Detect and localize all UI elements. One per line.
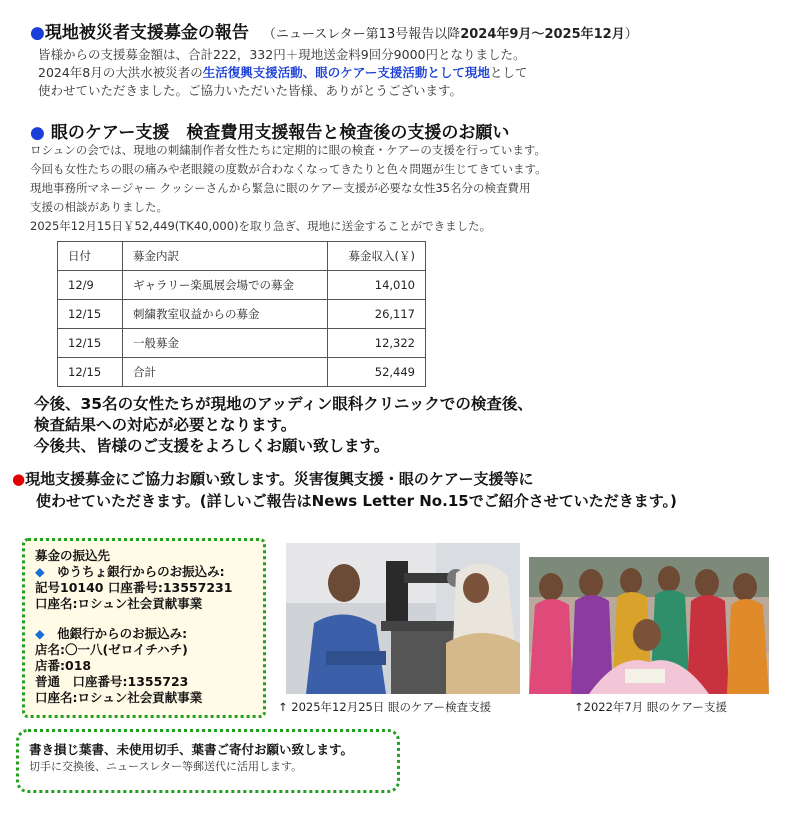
table-header-row <box>58 242 426 271</box>
table-cell: 刺繍教室収益からの募金 <box>123 300 328 329</box>
bank-transfer-box <box>22 538 266 718</box>
diamond-icon: ◆ <box>35 564 45 579</box>
group-photo <box>529 557 769 694</box>
followup-text <box>34 394 533 457</box>
postcard-notice-box <box>16 729 400 793</box>
section2-line: 2025年12月15日￥52,449(TK40,000)を取り急ぎ、現地に送金することができました。 <box>30 219 492 233</box>
followup-line: 検査結果への対応が必要となります。 <box>34 416 297 434</box>
table-cell: 52,449 <box>328 358 426 387</box>
section2-line: ロシュンの会では、現地の刺繍制作者女性たちに定期的に眼の検査・ケアーの支援を行っています。 <box>30 143 546 157</box>
section2-heading <box>30 118 509 143</box>
yucho-name: 口座名:ロシュン社会貢献事業 <box>35 596 203 611</box>
table-row <box>58 358 426 387</box>
table-cell: 14,010 <box>328 271 426 300</box>
table-header-cell: 募金内訳 <box>123 242 328 271</box>
other-bank-account: 普通 口座番号:1355723 <box>35 674 189 689</box>
photo1-caption: ↑ 2025年12月25日 眼のケアー検査支援 <box>278 700 492 714</box>
table-header-cell: 日付 <box>58 242 123 271</box>
appeal-text <box>12 468 677 512</box>
diamond-icon: ◆ <box>35 626 45 641</box>
section2-title: 眼のケアー支援 検査費用支援報告と検査後の支援のお願い <box>50 123 510 143</box>
table-row <box>58 329 426 358</box>
section1-body <box>38 46 527 100</box>
table-cell: 12/15 <box>58 358 123 387</box>
blue-bullet-icon: ● <box>30 123 45 143</box>
other-bank-name: 口座名:ロシュン社会貢献事業 <box>35 690 203 705</box>
table-cell: 12,322 <box>328 329 426 358</box>
bank-heading: 募金の振込先 <box>35 548 111 563</box>
table-cell: 一般募金 <box>123 329 328 358</box>
section1-line2: 2024年8月の大洪水被災者の生活復興支援活動、眼のケアー支援活動として現地として <box>38 65 528 80</box>
section2-line: 現地事務所マネージャー クッシーさんから緊急に眼のケアー支援が必要な女性35名分の検査費用 <box>30 181 531 195</box>
yucho-number: 記号10140 口座番号:13557231 <box>35 580 233 595</box>
section2-body <box>30 141 547 236</box>
table-cell: ギャラリー楽風展会場での募金 <box>123 271 328 300</box>
other-bank-branch: 店名:〇一八(ゼロイチハチ) <box>35 642 188 657</box>
table-row <box>58 271 426 300</box>
table-cell: 合計 <box>123 358 328 387</box>
section1-heading <box>30 18 638 43</box>
table-cell: 12/15 <box>58 300 123 329</box>
photo2-caption: ↑2022年7月 眼のケアー支援 <box>574 700 728 714</box>
red-bullet-icon: ● <box>12 470 26 488</box>
table-header-cell: 募金収入(￥) <box>328 242 426 271</box>
donation-table <box>57 241 426 387</box>
section1-title: 現地被災者支援募金の報告 <box>44 23 249 43</box>
followup-line: 今後共、皆様のご支援をよろしくお願い致します。 <box>34 437 390 455</box>
followup-line: 今後、35名の女性たちが現地のアッディン眼科クリニックでの検査後、 <box>34 395 533 413</box>
section1-line1: 皆様からの支援募金額は、合計222，332円＋現地送金料9回分9000円となりました。 <box>38 47 526 62</box>
blue-bullet-icon: ● <box>30 23 45 43</box>
other-bank-store: 店番:018 <box>35 658 92 673</box>
appeal-line2: 使わせていただきます。(詳しいご報告はNews Letter No.15でご紹介させていただきます。) <box>36 492 677 510</box>
table-cell: 12/9 <box>58 271 123 300</box>
other-bank-title: ◆ 他銀行からのお振込み: <box>35 626 188 641</box>
notice-line1: 書き損じ葉書、未使用切手、葉書ご寄付お願い致します。 <box>29 742 354 757</box>
eye-exam-photo <box>286 543 520 694</box>
table-row <box>58 300 426 329</box>
section2-line: 今回も女性たちの眼の痛みや老眼鏡の度数が合わなくなってきたりと色々問題が生じてきています。 <box>30 162 547 176</box>
yucho-title: ◆ ゆうちょ銀行からのお振込み: <box>35 564 225 579</box>
appeal-line1: ●現地支援募金にご協力お願い致します。災害復興支援・眼のケアー支援等に <box>12 470 534 488</box>
table-cell: 26,117 <box>328 300 426 329</box>
section2-line: 支援の相談がありました。 <box>30 200 168 214</box>
table-cell: 12/15 <box>58 329 123 358</box>
section1-line3: 使わせていただきました。ご協力いただいた皆様、ありがとうございます。 <box>38 83 463 98</box>
notice-line2: 切手に交換後、ニュースレター等郵送代に活用します。 <box>29 760 303 773</box>
section1-subtitle: （ニュースレター第13号報告以降2024年9月〜2025年12月） <box>262 27 638 42</box>
